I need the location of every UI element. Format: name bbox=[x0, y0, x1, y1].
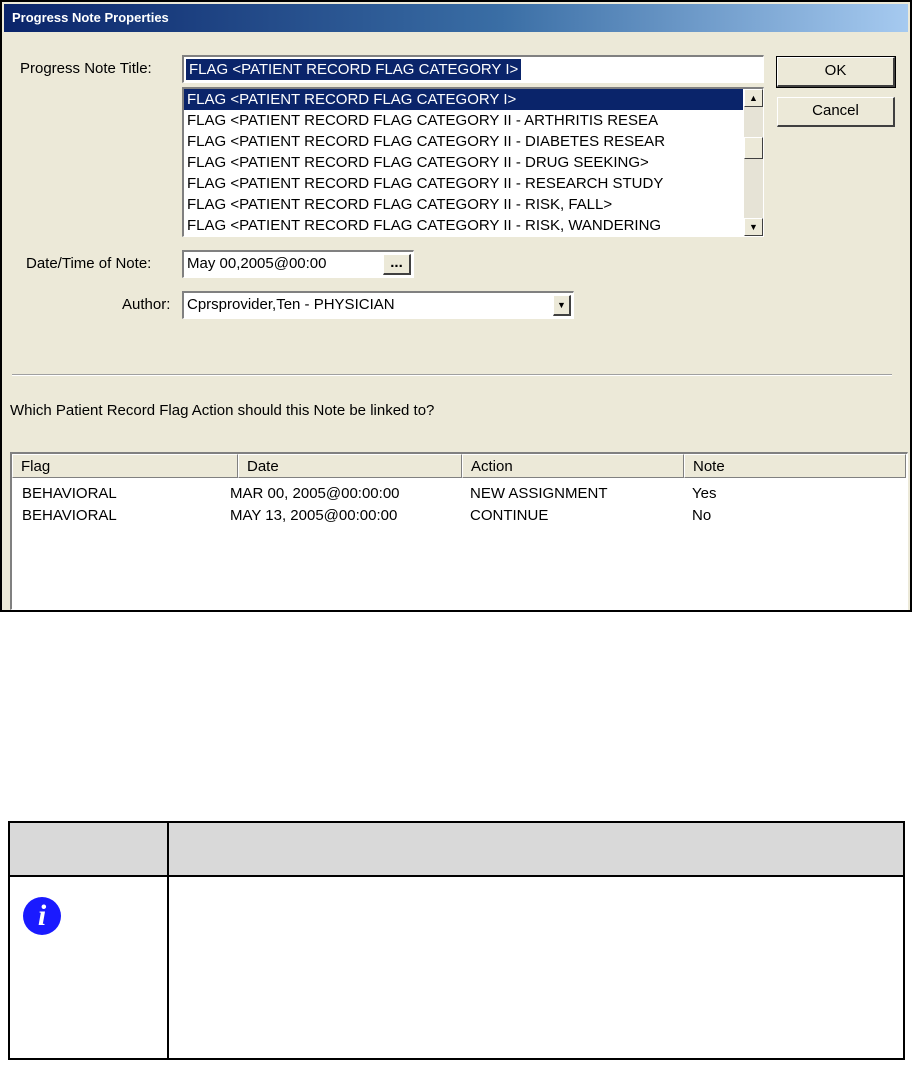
action-cell: NEW ASSIGNMENT bbox=[470, 485, 608, 502]
chevron-down-icon[interactable]: ▼ bbox=[553, 295, 571, 316]
author-select[interactable] bbox=[182, 291, 574, 319]
info-icon: i bbox=[23, 897, 61, 935]
note-table-header bbox=[10, 823, 903, 877]
note-table bbox=[8, 821, 905, 1060]
note-table-divider bbox=[167, 823, 169, 1058]
flag-cell: BEHAVIORAL bbox=[22, 507, 117, 524]
scroll-thumb[interactable] bbox=[744, 137, 763, 159]
table-row[interactable] bbox=[12, 505, 907, 527]
date-time-input[interactable] bbox=[182, 250, 414, 278]
title-list-item[interactable]: FLAG <PATIENT RECORD FLAG CATEGORY II - ARTHRITIS RESEA bbox=[187, 112, 659, 129]
title-list-scrollbar[interactable] bbox=[744, 89, 763, 236]
title-list-item[interactable]: FLAG <PATIENT RECORD FLAG CATEGORY I> bbox=[184, 89, 743, 110]
flag-cell: BEHAVIORAL bbox=[22, 485, 117, 502]
link-question-label: Which Patient Record Flag Action should this Note be linked to? bbox=[10, 402, 435, 419]
progress-note-title-label: Progress Note Title: bbox=[20, 60, 152, 77]
scroll-down-icon[interactable]: ▼ bbox=[744, 218, 763, 236]
date-time-value: May 00,2005@00:00 bbox=[187, 255, 327, 272]
author-value: Cprsprovider,Ten - PHYSICIAN bbox=[187, 296, 395, 313]
separator bbox=[12, 374, 892, 376]
column-header-note[interactable]: Note bbox=[684, 454, 906, 478]
progress-note-title-value: FLAG <PATIENT RECORD FLAG CATEGORY I> bbox=[186, 59, 521, 80]
column-header-flag[interactable]: Flag bbox=[12, 454, 238, 478]
note-cell: Yes bbox=[692, 485, 717, 502]
title-list-item[interactable]: FLAG <PATIENT RECORD FLAG CATEGORY II - RISK, WANDERING bbox=[187, 217, 662, 234]
note-cell: No bbox=[692, 507, 712, 524]
progress-note-title-list[interactable] bbox=[182, 87, 764, 237]
title-list-item[interactable]: FLAG <PATIENT RECORD FLAG CATEGORY II - RESEARCH STUDY bbox=[187, 175, 664, 192]
date-time-label: Date/Time of Note: bbox=[26, 255, 152, 272]
cancel-button[interactable]: Cancel bbox=[777, 97, 895, 127]
date-cell: MAR 00, 2005@00:00:00 bbox=[230, 485, 400, 502]
progress-note-title-input[interactable] bbox=[182, 55, 764, 83]
title-list-item[interactable]: FLAG <PATIENT RECORD FLAG CATEGORY II - RISK, FALL> bbox=[187, 196, 613, 213]
flag-action-list[interactable] bbox=[10, 452, 908, 610]
ok-button[interactable]: OK bbox=[777, 57, 895, 87]
title-list-item[interactable]: FLAG <PATIENT RECORD FLAG CATEGORY II - DRUG SEEKING> bbox=[187, 154, 649, 171]
date-picker-button[interactable]: ... bbox=[383, 254, 411, 275]
title-list-item[interactable]: FLAG <PATIENT RECORD FLAG CATEGORY II - DIABETES RESEAR bbox=[187, 133, 666, 150]
action-cell: CONTINUE bbox=[470, 507, 549, 524]
table-row[interactable] bbox=[12, 483, 907, 505]
column-header-date[interactable]: Date bbox=[238, 454, 462, 478]
flag-action-list-header bbox=[12, 454, 907, 478]
column-header-action[interactable]: Action bbox=[462, 454, 684, 478]
date-cell: MAY 13, 2005@00:00:00 bbox=[230, 507, 398, 524]
scroll-up-icon[interactable]: ▲ bbox=[744, 89, 763, 107]
dialog-title: Progress Note Properties bbox=[4, 4, 908, 32]
author-label: Author: bbox=[122, 296, 171, 313]
